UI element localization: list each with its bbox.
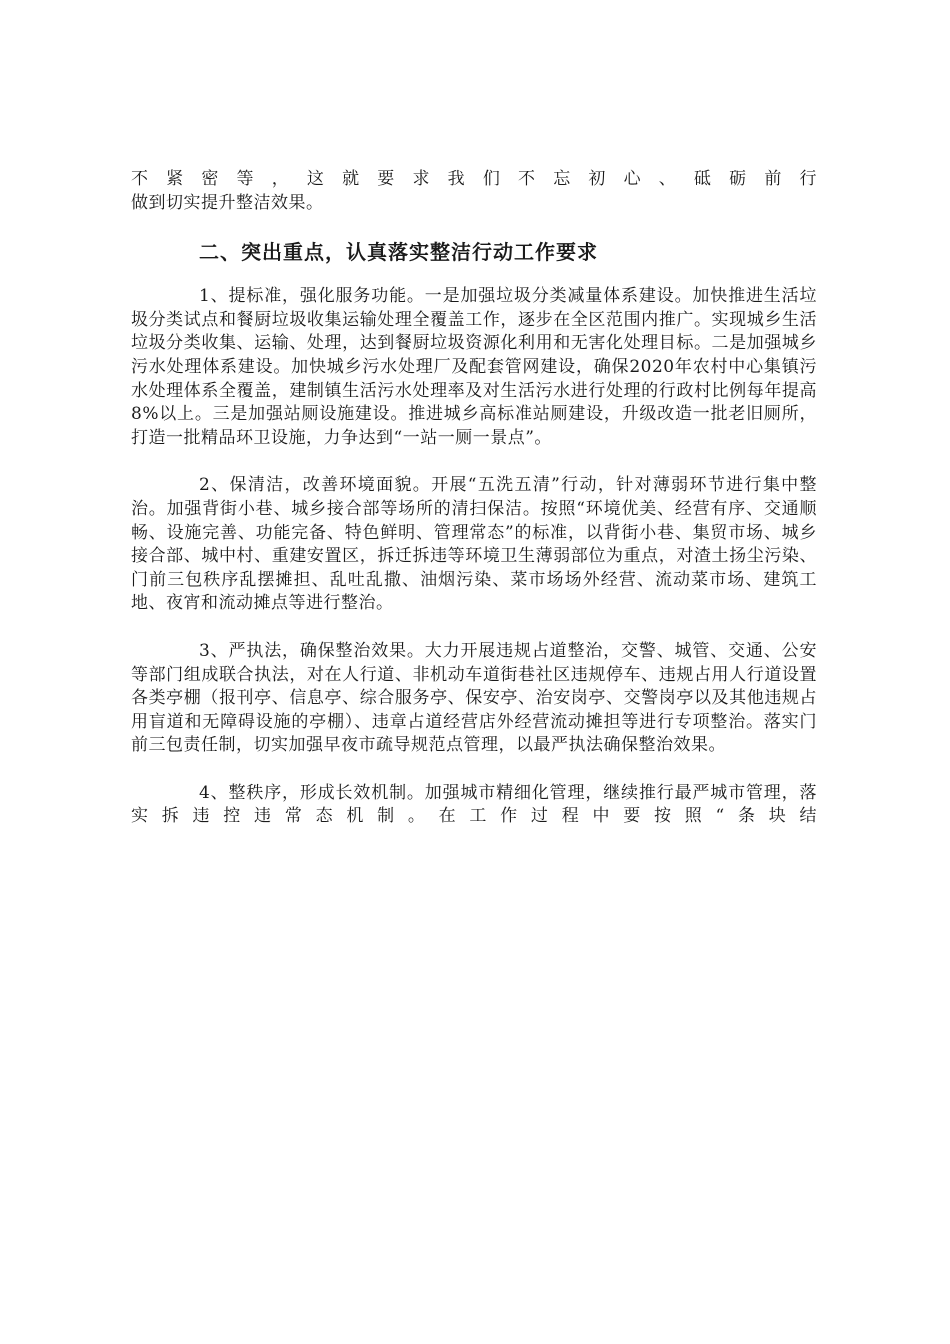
- section-heading: 二、突出重点，认真落实整洁行动工作要求: [199, 240, 598, 265]
- paragraph-1: 1、提标准，强化服务功能。一是加强垃圾分类减量体系建设。加快推进生活垃圾分类试点和餐厨垃圾收集运输处理全覆盖工作，逐步在全区范围内推广。实现城乡生活垃圾分类收集、运输、处理，达到餐厨垃圾资源化利用和无害化处理目标。二是加强城乡污水处理体系建设。加快城乡污水处理厂及配套管网建设，确保2020年农村中心集镇污水处理体系全覆盖，建制镇生活污水处理率及对生活污水进行处理的行政村比例每年提高8%以上。三是加强站厕设施建设。推进城乡高标准站厕建设，升级改造一批老旧厕所，打造一批精品环卫设施，力争达到“一站一厕一景点”。: [131, 286, 817, 448]
- paragraph-3: 3、严执法，确保整治效果。大力开展违规占道整治，交警、城管、交通、公安等部门组成联合执法，对在人行道、非机动车道街巷社区违规停车、违规占用人行道设置各类亭棚（报刊亭、信息亭、综合服务亭、保安亭、治安岗亭、交警岗亭以及其他违规占用盲道和无障碍设施的亭棚）、违章占道经营店外经营流动摊担等进行专项整治。落实门前三包责任制，切实加强早夜市疏导规范点管理，以最严执法确保整治效果。: [131, 640, 817, 756]
- paragraph-2: 2、保清洁，改善环境面貌。开展“五洗五清”行动，针对薄弱环节进行集中整治。加强背街小巷、城乡接合部等场所的清扫保洁。按照“环境优美、经营有序、交通顺畅、设施完善、功能完备、特色鲜明、管理常态”的标准，以背街小巷、集贸市场、城乡接合部、城中村、重建安置区，拆迁拆违等环境卫生薄弱部位为重点，对渣土扬尘污染、门前三包秩序乱摆摊担、乱吐乱撒、油烟污染、菜市场场外经营、流动菜市场、建筑工地、夜宵和流动摊点等进行整治。: [131, 475, 817, 614]
- intro-line-2: 做到切实提升整洁效果。: [131, 192, 324, 213]
- intro-line-1: 不紧密等，这就要求我们不忘初心、砥砺前行: [131, 169, 817, 189]
- paragraph-4: 4、整秩序，形成长效机制。加强城市精细化管理，继续推行最严城市管理，落实拆违控违常态机制。在工作过程中要按照“条块结: [131, 782, 817, 827]
- document-page: [131, 168, 817, 829]
